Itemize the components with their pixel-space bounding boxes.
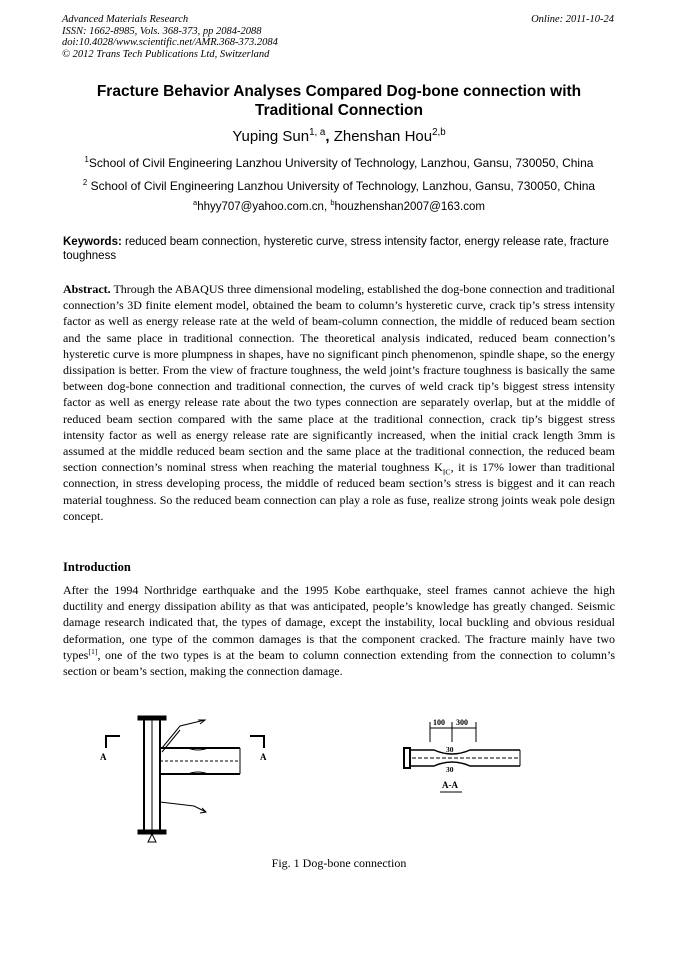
column-flange-top — [138, 716, 166, 720]
email-b-sup: b — [330, 198, 335, 208]
keywords-block — [63, 236, 618, 263]
affiliation-2 — [0, 179, 678, 193]
journal-name: Advanced Materials Research — [62, 14, 189, 25]
introduction-paragraph — [63, 582, 615, 679]
author-line — [0, 128, 678, 145]
affiliation-1 — [0, 156, 678, 170]
copyright-line: © 2012 Trans Tech Publications Ltd, Switzerland — [62, 48, 270, 60]
online-date: Online: 2011-10-24 — [531, 14, 614, 25]
running-header-left — [62, 14, 278, 60]
introduction-text-2: , one of the two types is at the beam to column connection extending from the connection to column’s section or beam’s section, making the connection damage. — [63, 647, 615, 679]
author-separator: , — [325, 128, 334, 145]
flange-outline-bottom — [410, 762, 520, 766]
figure-caption: Fig. 1 Dog-bone connection — [271, 856, 407, 870]
email-a[interactable]: hhyy707@yahoo.com.cn, — [197, 201, 328, 213]
affiliation-2-sup: 2 — [82, 178, 88, 187]
affiliation-1-text: School of Civil Engineering Lanzhou University of Technology, Lanzhou, Gansu, 730050, China — [88, 156, 594, 170]
keywords-label: Keywords: — [63, 236, 122, 248]
section-label-left: A — [100, 752, 107, 762]
support-triangle — [148, 834, 156, 842]
section-cut-left — [106, 736, 120, 748]
paper-title: Fracture Behavior Analyses Compared Dog-bone connection with Traditional Connection — [96, 83, 582, 119]
email-line — [0, 198, 678, 213]
abstract-label: Abstract. — [63, 282, 111, 296]
author-1-name: Yuping Sun — [232, 128, 310, 145]
author-2-sup: 2,b — [432, 127, 446, 138]
email-a-sup: a — [193, 198, 198, 208]
abstract-text-2: , it is 17% lower than traditional connection, in stress developing process, the middle of reduced beam section’s stress is biggest and it can reach material toughness. So the reduced beam connection can play a role as fuse, realize strong joints weak pole design concept. — [63, 460, 616, 523]
flange-outline-top — [410, 750, 520, 754]
affiliation-1-sup: 1 — [84, 155, 89, 164]
dim-30-bottom-label: 30 — [446, 765, 454, 774]
dim-300-label: 300 — [456, 718, 468, 727]
abstract-paragraph — [63, 281, 615, 524]
section-drawing — [404, 718, 520, 792]
keywords-text: reduced beam connection, hysteretic curve, stress intensity factor, energy release rate, fracture toughness — [63, 236, 609, 262]
section-title-label: A-A — [442, 780, 458, 790]
load-arrow — [160, 802, 206, 812]
introduction-heading: Introduction — [63, 560, 131, 574]
elevation-drawing — [100, 716, 267, 842]
affiliation-2-text: School of Civil Engineering Lanzhou University of Technology, Lanzhou, Gansu, 730050, China — [90, 179, 596, 193]
email-b[interactable]: houzhenshan2007@163.com — [334, 201, 485, 213]
doi-line[interactable]: doi:10.4028/www.scientific.net/AMR.368-373.2084 — [62, 37, 278, 48]
dog-bone-connection-figure — [90, 712, 590, 852]
dim-100-label: 100 — [433, 718, 445, 727]
section-cut-right — [250, 736, 264, 748]
issn-line: ISSN: 1662-8985, Vols. 368-373, pp 2084-2088 — [62, 25, 262, 37]
abstract-k-subscript: IC — [442, 467, 451, 477]
author-1-sup: 1, a — [309, 127, 326, 138]
introduction-text-1: After the 1994 Northridge earthquake and the 1995 Kobe earthquake, steel frames cannot achieve the high ductility and energy dissipation ability as that was anticipated, people’s knowledge has greatly changed. Seismic damage research indicated that, the types of damage, except the instability, local buckling and obvious residual deformation, one type of the common damages is that the component cracked. The fracture mainly have two types — [63, 583, 615, 662]
author-2-name: Zhenshan Hou — [333, 128, 433, 145]
section-label-right: A — [260, 752, 267, 762]
abstract-text-1: Through the ABAQUS three dimensional modeling, established the dog-bone connection and traditional connection’s 3D finite element model, obtained the beam to column’s hysteretic curve, crack tip’s stress intensity factor as well as energy release rate at the weld of beam-column connection, the middle of reduced beam section and the same place in traditional connection. The theoretical analysis indicated, reduced beam connection’s hysteretic curve is more plumpness in shapes, have no significant pinch phenomenon, spindle shape, so the energy dissipation is better. From the view of fracture toughness, the weld joint’s fracture toughness is basically the same between dog-bone connection and traditional connection, the curves of weld crack tip’s biggest stress intensity factor as well as energy release rate about the two types connection are separately overlap, but at the middle of reduced beam section compared with the same place at the traditional connection, crack tip’s biggest stress intensity factor as well as energy release rate are significantly increased, when the initial crack length 3mm is assumed at the middle reduced beam section and the same place at the traditional connection, the reduced beam section connection’s nominal stress when reaching the material toughness K — [63, 282, 615, 475]
dim-30-top-label: 30 — [446, 745, 454, 754]
citation-ref[interactable]: [1] — [88, 646, 98, 656]
column-flange-plan — [404, 748, 410, 768]
